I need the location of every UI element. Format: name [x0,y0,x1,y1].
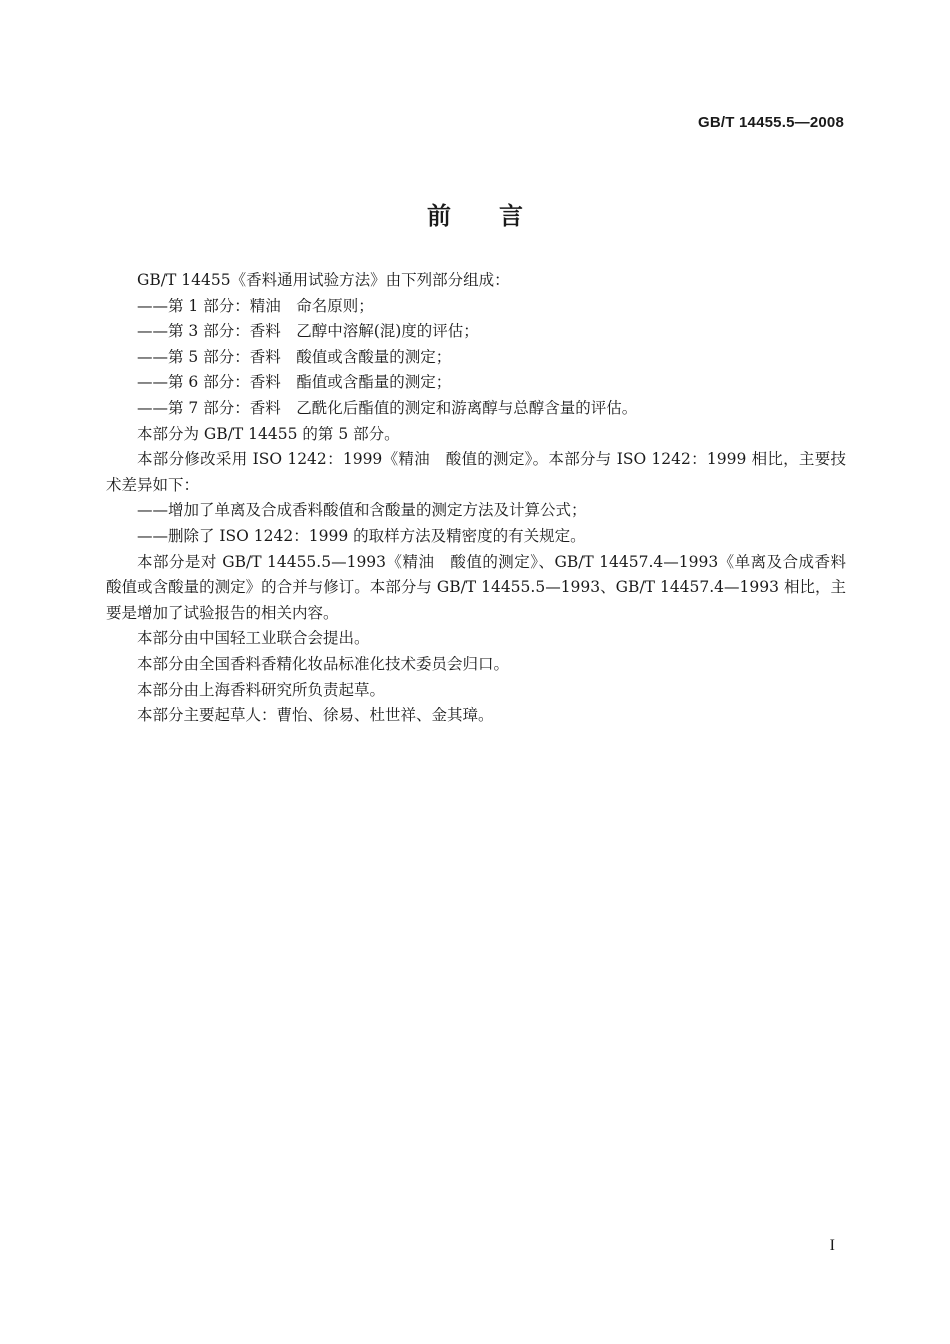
intro-paragraph: GB/T 14455《香料通用试验方法》由下列部分组成： [137,271,510,289]
page-number: I [829,1237,835,1254]
part-of-paragraph: 本部分为 GB/T 14455 的第 5 部分。 [137,424,400,443]
page-title: 前言 [427,202,571,230]
drafted-paragraph: 本部分由上海香料研究所负责起草。 [137,680,386,699]
parts-list-item: ——第 7 部分：香料 乙酰化后酯值的测定和游离醇与总醇含量的评估。 [137,398,638,417]
parts-list-item: ——第 6 部分：香料 酯值或含酯量的测定； [137,373,452,392]
drafters-paragraph: 本部分主要起草人：曹怡、徐易、杜世祥、金其璋。 [137,706,494,725]
parts-list [106,294,846,422]
differences-list-item: ——增加了单离及合成香料酸值和含酸量的测定方法及计算公式； [137,501,587,520]
centralized-paragraph: 本部分由全国香料香精化妆品标准化技术委员会归口。 [137,654,510,673]
parts-list-item: ——第 1 部分：精油 命名原则； [137,296,374,315]
parts-list-item: ——第 5 部分：香料 酸值或含酸量的测定； [137,347,452,366]
iso-paragraph: 本部分修改采用 ISO 1242：1999《精油 酸值的测定》。本部分与 ISO 1242：1999 相比，主要技术差异如下： [106,450,846,494]
standard-code: GB/T 14455.5—2008 [698,114,844,131]
parts-list-item: ——第 3 部分：香料 乙醇中溶解(混)度的评估； [137,322,479,341]
differences-list-item: ——删除了 ISO 1242：1999 的取样方法及精密度的有关规定。 [137,526,586,545]
foreword-body [106,268,862,729]
merge-paragraph: 本部分是对 GB/T 14455.5—1993《精油 酸值的测定》、GB/T 14457.4—1993《单离及合成香料 酸值或含酸量的测定》的合并与修订。本部分与 GB/T 14455.5—1993、GB/T 14457.4—1993 相比，主要是增加了试验报告的相关内容。 [106,552,862,622]
proposed-paragraph: 本部分由中国轻工业联合会提出。 [137,629,370,648]
differences-list [106,498,846,549]
